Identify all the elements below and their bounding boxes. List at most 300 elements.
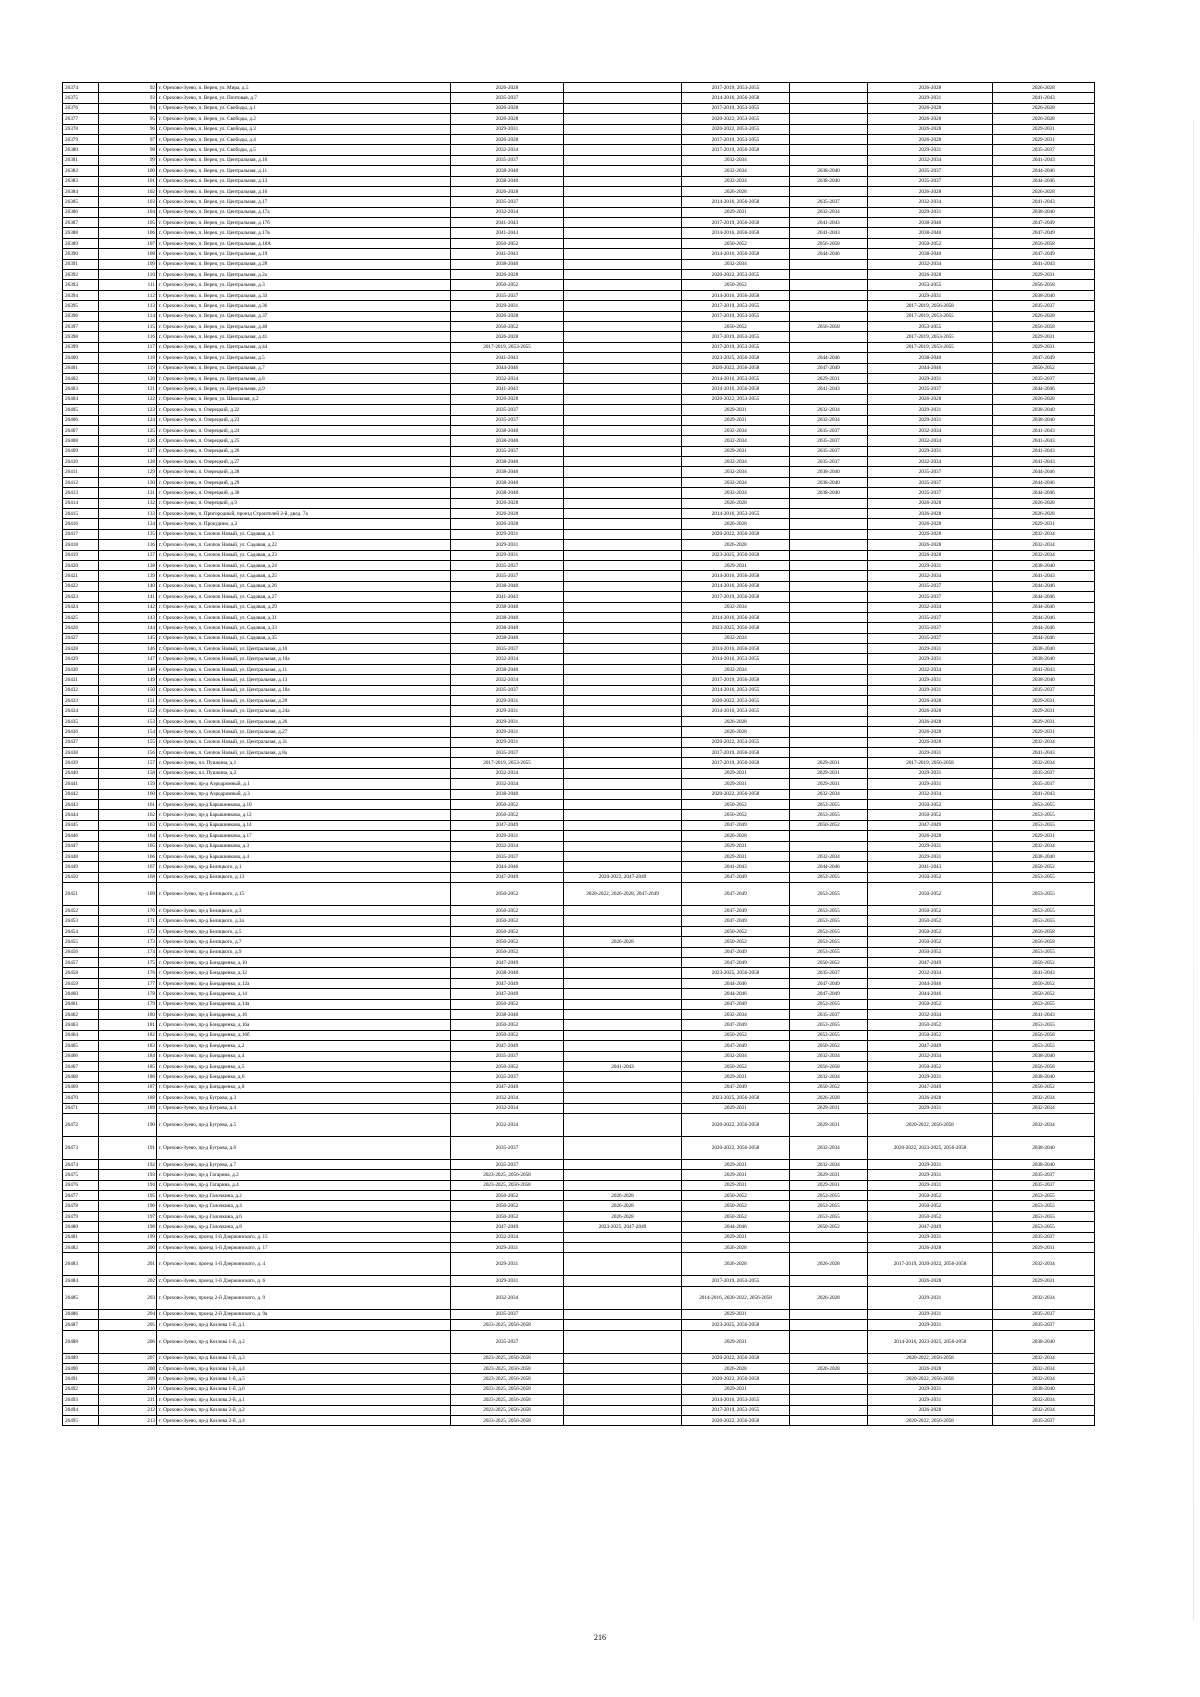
period-d-cell: 2032-2034 (790, 1159, 868, 1169)
address-cell: г. Орехово-Зуево, пр-д Бугрова, д.6 (157, 1136, 451, 1159)
period-e-cell: 2032-2034 (868, 602, 993, 612)
period-a-cell: 2029-2031 (451, 1243, 564, 1253)
period-b-cell (564, 1072, 682, 1082)
period-d-cell: 2050-2052 (790, 820, 868, 830)
row-id: 26435 (63, 716, 99, 726)
period-d-cell (790, 519, 868, 529)
table-row (63, 706, 1095, 716)
period-a-cell: 2035-2037 (451, 644, 564, 654)
table-row (63, 664, 1095, 674)
period-d-cell (790, 633, 868, 643)
table-row (63, 1113, 1095, 1136)
period-e-cell: 2029-2031 (868, 1232, 993, 1242)
row-number: 170 (99, 906, 157, 916)
table-row (63, 989, 1095, 999)
row-id: 26444 (63, 810, 99, 820)
period-e-cell: 2026-2028 (868, 550, 993, 560)
row-number: 168 (99, 872, 157, 882)
period-c-cell: 2026-2028 (682, 540, 790, 550)
table-row (63, 612, 1095, 622)
table-row (63, 851, 1095, 861)
address-cell: г. Орехово-Зуево, п. Снопок Новый, ул. Центральная, д.18а (157, 685, 451, 695)
row-number: 100 (99, 166, 157, 176)
period-d-cell (790, 1330, 868, 1353)
period-d-cell: 2026-2028 (790, 1253, 868, 1276)
period-f-cell: 2026-2028 (993, 498, 1095, 508)
period-e-cell: 2026-2028 (868, 134, 993, 144)
period-b-cell (564, 1170, 682, 1180)
period-f-cell: 2041-2043 (993, 259, 1095, 269)
row-number: 211 (99, 1395, 157, 1405)
period-e-cell: 2032-2034 (868, 155, 993, 165)
period-e-cell: 2038-2040 (868, 218, 993, 228)
period-d-cell: 2050-2052 (790, 1222, 868, 1232)
address-cell: г. Орехово-Зуево, п. Снопок Новый, ул. Центральная, д.31 (157, 737, 451, 747)
period-a-cell: 2035-2037 (451, 446, 564, 456)
table-row (63, 1353, 1095, 1363)
table-row (63, 166, 1095, 176)
period-a-cell: 2047-2049 (451, 1082, 564, 1092)
row-number: 174 (99, 947, 157, 957)
address-cell: г. Орехово-Зуево, пр-д Козлова 1-й, д.3 (157, 1353, 451, 1363)
row-number: 112 (99, 290, 157, 300)
period-b-cell (564, 498, 682, 508)
table-row (63, 1309, 1095, 1319)
period-a-cell: 2035-2037 (451, 415, 564, 425)
period-e-cell: 2032-2034 (868, 1009, 993, 1019)
table-row (63, 1286, 1095, 1309)
period-e-cell: 2044-2046 (868, 363, 993, 373)
row-number: 113 (99, 301, 157, 311)
period-a-cell: 2035-2037 (451, 571, 564, 581)
row-number: 190 (99, 1113, 157, 1136)
period-d-cell (790, 1353, 868, 1363)
address-cell: г. Орехово-Зуево, пр-д Козлова 1-й, д.2 (157, 1330, 451, 1353)
period-e-cell: 2029-2031 (868, 779, 993, 789)
row-id: 26409 (63, 446, 99, 456)
row-number: 92 (99, 83, 157, 93)
table-row (63, 353, 1095, 363)
period-e-cell: 2029-2031 (868, 1170, 993, 1180)
period-f-cell: 2029-2031 (993, 716, 1095, 726)
period-a-cell: 2038-2040 (451, 633, 564, 643)
period-c-cell: 2014-2016, 2053-2055 (682, 685, 790, 695)
period-e-cell: 2029-2031 (868, 1072, 993, 1082)
address-cell: г. Орехово-Зуево, проезд 1-й Дзержинского, д. 17 (157, 1243, 451, 1253)
period-e-cell: 2026-2028 (868, 831, 993, 841)
row-number: 163 (99, 820, 157, 830)
period-e-cell: 2050-2052 (868, 872, 993, 882)
row-id: 26449 (63, 862, 99, 872)
address-cell: г. Орехово-Зуево, п. Верея, ул. Свободы, д.1 (157, 103, 451, 113)
period-f-cell: 2044-2046 (993, 592, 1095, 602)
period-c-cell: 2017-2019, 2053-2055 (682, 301, 790, 311)
period-f-cell: 2041-2043 (993, 1009, 1095, 1019)
period-f-cell: 2041-2043 (993, 789, 1095, 799)
period-d-cell (790, 831, 868, 841)
row-number: 141 (99, 592, 157, 602)
period-b-cell (564, 301, 682, 311)
period-f-cell: 2053-2055 (993, 1191, 1095, 1201)
period-e-cell: 2050-2052 (868, 1061, 993, 1071)
row-number: 193 (99, 1170, 157, 1180)
row-number: 111 (99, 280, 157, 290)
period-f-cell: 2053-2055 (993, 906, 1095, 916)
row-id: 26395 (63, 301, 99, 311)
row-number: 135 (99, 529, 157, 539)
period-c-cell: 2026-2028 (682, 1253, 790, 1276)
period-b-cell (564, 560, 682, 570)
period-d-cell: 2053-2055 (790, 926, 868, 936)
period-d-cell (790, 134, 868, 144)
period-b-cell (564, 207, 682, 217)
address-cell: г. Орехово-Зуево, пр-д Бондаренко, д.14 (157, 989, 451, 999)
row-number: 144 (99, 623, 157, 633)
address-cell: г. Орехово-Зуево, п. Верея, ул. Центральная, д.33 (157, 290, 451, 300)
address-cell: г. Орехово-Зуево, пр-д Козлова 1-й, д.1 (157, 1320, 451, 1330)
table-row (63, 457, 1095, 467)
row-id: 26458 (63, 968, 99, 978)
table-row (63, 1232, 1095, 1242)
address-cell: г. Орехово-Зуево, пр-д Козлова 2-й, д.1 (157, 1395, 451, 1405)
row-number: 109 (99, 259, 157, 269)
period-e-cell: 2026-2028 (868, 394, 993, 404)
period-b-cell (564, 1103, 682, 1113)
table-row (63, 1405, 1095, 1415)
row-number: 189 (99, 1103, 157, 1113)
period-f-cell: 2032-2034 (993, 1093, 1095, 1103)
table-row (63, 872, 1095, 882)
period-f-cell: 2044-2046 (993, 166, 1095, 176)
period-b-cell (564, 1082, 682, 1092)
repair-schedule-table (62, 82, 1095, 1426)
table-row (63, 758, 1095, 768)
period-c-cell: 2020-2022, 2056-2058 (682, 1415, 790, 1425)
period-a-cell: 2050-2052 (451, 937, 564, 947)
table-row (63, 696, 1095, 706)
period-a-cell: 2032-2034 (451, 675, 564, 685)
period-a-cell: 2023-2025, 2056-2058 (451, 1320, 564, 1330)
row-id: 26437 (63, 737, 99, 747)
period-d-cell: 2050-2052 (790, 1041, 868, 1051)
address-cell: г. Орехово-Зуево, проезд 2-й Дзержинского, д. 9а (157, 1309, 451, 1319)
period-c-cell: 2017-2019, 2056-2058 (682, 145, 790, 155)
address-cell: г. Орехово-Зуево, пр-д Барышникова, д.4 (157, 851, 451, 861)
period-f-cell: 2041-2043 (993, 571, 1095, 581)
address-cell: г. Орехово-Зуево, п. Озерецкий, д.29 (157, 477, 451, 487)
row-number: 123 (99, 405, 157, 415)
address-cell: г. Орехово-Зуево, п. Снопок Новый, ул. Центральная, д.24а (157, 706, 451, 716)
row-id: 26488 (63, 1330, 99, 1353)
row-number: 205 (99, 1320, 157, 1330)
row-number: 195 (99, 1191, 157, 1201)
period-e-cell: 2032-2034 (868, 457, 993, 467)
address-cell: г. Орехово-Зуево, п. Снопок Новый, ул. Садовая, д.24 (157, 560, 451, 570)
row-number: 131 (99, 488, 157, 498)
period-c-cell: 2014-2016, 2053-2055 (682, 373, 790, 383)
period-c-cell: 2014-2016, 2053-2055 (682, 1395, 790, 1405)
period-d-cell (790, 290, 868, 300)
row-id: 26495 (63, 1415, 99, 1425)
address-cell: г. Орехово-Зуево, п. Озерецкий, д.24 (157, 425, 451, 435)
row-id: 26401 (63, 363, 99, 373)
period-d-cell (790, 560, 868, 570)
period-a-cell: 2041-2043 (451, 249, 564, 259)
period-a-cell: 2026-2028 (451, 394, 564, 404)
period-b-cell (564, 947, 682, 957)
period-c-cell: 2032-2034 (682, 1009, 790, 1019)
period-a-cell: 2035-2037 (451, 1136, 564, 1159)
row-id: 26438 (63, 748, 99, 758)
table-row (63, 592, 1095, 602)
period-f-cell: 2041-2043 (993, 446, 1095, 456)
table-row (63, 529, 1095, 539)
period-d-cell (790, 685, 868, 695)
scan-edge-shadow (1193, 120, 1194, 1620)
period-d-cell (790, 716, 868, 726)
period-d-cell: 2053-2055 (790, 1191, 868, 1201)
period-d-cell: 2047-2049 (790, 989, 868, 999)
row-id: 26423 (63, 592, 99, 602)
period-c-cell: 2050-2052 (682, 1030, 790, 1040)
address-cell: г. Орехово-Зуево, пр-д Барышникова, д.12 (157, 810, 451, 820)
address-cell: г. Орехово-Зуево, пр-д Белицкого, д.9 (157, 947, 451, 957)
period-e-cell: 2026-2028 (868, 83, 993, 93)
period-b-cell (564, 623, 682, 633)
period-e-cell: 2029-2031 (868, 1384, 993, 1394)
table-row (63, 1330, 1095, 1353)
table-row (63, 124, 1095, 134)
period-c-cell: 2050-2052 (682, 1211, 790, 1221)
period-d-cell: 2047-2049 (790, 363, 868, 373)
address-cell: г. Орехово-Зуево, п. Снопок Новый, ул. Садовая, д.29 (157, 602, 451, 612)
row-number: 171 (99, 916, 157, 926)
row-id: 26471 (63, 1103, 99, 1113)
period-d-cell (790, 1309, 868, 1319)
table-row (63, 623, 1095, 633)
period-d-cell (790, 155, 868, 165)
period-a-cell: 2047-2049 (451, 1041, 564, 1051)
period-e-cell: 2035-2037 (868, 384, 993, 394)
period-a-cell: 2050-2052 (451, 1061, 564, 1071)
period-c-cell: 2029-2031 (682, 1159, 790, 1169)
period-f-cell: 2044-2046 (993, 477, 1095, 487)
row-number: 164 (99, 831, 157, 841)
period-e-cell: 2029-2031 (868, 1309, 993, 1319)
period-b-cell (564, 1232, 682, 1242)
row-number: 117 (99, 342, 157, 352)
period-c-cell: 2014-2016, 2056-2058 (682, 290, 790, 300)
period-f-cell: 2050-2052 (993, 862, 1095, 872)
period-c-cell: 2017-2019, 2056-2058 (682, 218, 790, 228)
period-a-cell: 2038-2040 (451, 664, 564, 674)
period-c-cell: 2020-2022, 2053-2055 (682, 394, 790, 404)
row-id: 26392 (63, 270, 99, 280)
period-c-cell: 2017-2019, 2053-2055 (682, 311, 790, 321)
period-a-cell: 2047-2049 (451, 820, 564, 830)
period-e-cell: 2014-2016, 2023-2025, 2056-2058 (868, 1330, 993, 1353)
period-c-cell: 2032-2034 (682, 425, 790, 435)
period-c-cell: 2047-2049 (682, 958, 790, 968)
period-d-cell (790, 1384, 868, 1394)
period-f-cell: 2047-2049 (993, 353, 1095, 363)
period-f-cell: 2053-2055 (993, 820, 1095, 830)
period-b-cell (564, 1030, 682, 1040)
period-a-cell: 2038-2040 (451, 259, 564, 269)
row-number: 107 (99, 238, 157, 248)
period-e-cell: 2020-2022, 2023-2025, 2056-2058 (868, 1136, 993, 1159)
period-b-cell (564, 1320, 682, 1330)
row-id: 26448 (63, 851, 99, 861)
period-d-cell (790, 654, 868, 664)
row-id: 26470 (63, 1093, 99, 1103)
period-b-cell (564, 93, 682, 103)
table-row (63, 1320, 1095, 1330)
row-id: 26457 (63, 958, 99, 968)
period-b-cell (564, 978, 682, 988)
row-id: 26374 (63, 83, 99, 93)
row-id: 26469 (63, 1082, 99, 1092)
address-cell: г. Орехово-Зуево, п. Снопок Новый, ул. Садовая, д.27 (157, 592, 451, 602)
row-number: 128 (99, 457, 157, 467)
row-id: 26389 (63, 238, 99, 248)
address-cell: г. Орехово-Зуево, п. Верея, ул. Свободы, д.2 (157, 114, 451, 124)
period-d-cell (790, 1232, 868, 1242)
period-e-cell: 2038-2040 (868, 353, 993, 363)
period-c-cell: 2020-2022, 2056-2058 (682, 1136, 790, 1159)
row-id: 26453 (63, 916, 99, 926)
period-d-cell: 2029-2031 (790, 1103, 868, 1113)
period-d-cell: 2044-2046 (790, 249, 868, 259)
row-id: 26419 (63, 550, 99, 560)
table-row (63, 155, 1095, 165)
row-number: 212 (99, 1405, 157, 1415)
row-number: 201 (99, 1253, 157, 1276)
period-c-cell: 2029-2031 (682, 415, 790, 425)
row-id: 26456 (63, 947, 99, 957)
address-cell: г. Орехово-Зуево, пр-д Козлова 1-й, д.5 (157, 1374, 451, 1384)
period-e-cell: 2029-2031 (868, 446, 993, 456)
period-f-cell: 2035-2037 (993, 1180, 1095, 1190)
period-d-cell: 2053-2055 (790, 937, 868, 947)
period-d-cell (790, 145, 868, 155)
table-row (63, 779, 1095, 789)
table-row (63, 259, 1095, 269)
period-e-cell: 2050-2052 (868, 947, 993, 957)
period-f-cell: 2029-2031 (993, 1243, 1095, 1253)
period-b-cell (564, 373, 682, 383)
period-c-cell: 2029-2031 (682, 841, 790, 851)
table-row (63, 937, 1095, 947)
period-c-cell: 2029-2031 (682, 1180, 790, 1190)
table-row (63, 488, 1095, 498)
row-id: 26436 (63, 727, 99, 737)
period-d-cell (790, 301, 868, 311)
period-e-cell: 2026-2028 (868, 727, 993, 737)
period-a-cell: 2038-2040 (451, 166, 564, 176)
period-b-cell (564, 1415, 682, 1425)
row-number: 142 (99, 602, 157, 612)
row-number: 108 (99, 249, 157, 259)
period-a-cell: 2026-2028 (451, 332, 564, 342)
period-b-cell (564, 405, 682, 415)
table-row (63, 1082, 1095, 1092)
period-d-cell: 2035-2037 (790, 446, 868, 456)
period-f-cell: 2032-2034 (993, 841, 1095, 851)
row-id: 26412 (63, 477, 99, 487)
period-b-cell (564, 519, 682, 529)
period-c-cell: 2032-2034 (682, 488, 790, 498)
period-b-cell (564, 457, 682, 467)
period-c-cell: 2047-2049 (682, 916, 790, 926)
address-cell: г. Орехово-Зуево, пр-д Козлова 2-й, д.4 (157, 1415, 451, 1425)
period-e-cell: 2035-2037 (868, 467, 993, 477)
period-e-cell: 2029-2031 (868, 644, 993, 654)
row-number: 139 (99, 571, 157, 581)
row-number: 103 (99, 197, 157, 207)
period-f-cell: 2041-2043 (993, 93, 1095, 103)
address-cell: г. Орехово-Зуево, пл. Пушкина, д.2 (157, 768, 451, 778)
row-number: 124 (99, 415, 157, 425)
period-d-cell (790, 737, 868, 747)
period-a-cell: 2023-2025, 2056-2058 (451, 1374, 564, 1384)
table-row (63, 810, 1095, 820)
period-d-cell: 2032-2034 (790, 1051, 868, 1061)
address-cell: г. Орехово-Зуево, п. Верея, ул. Центральная, д.17 (157, 197, 451, 207)
period-b-cell (564, 1353, 682, 1363)
period-a-cell: 2023-2025, 2056-2058 (451, 1395, 564, 1405)
table-row (63, 685, 1095, 695)
row-number: 175 (99, 958, 157, 968)
period-a-cell: 2032-2034 (451, 1113, 564, 1136)
period-d-cell: 2050-2052 (790, 958, 868, 968)
period-a-cell: 2035-2037 (451, 560, 564, 570)
table-row (63, 999, 1095, 1009)
address-cell: г. Орехово-Зуево, пр-д Бондаренко, д.6 (157, 1072, 451, 1082)
row-number: 116 (99, 332, 157, 342)
period-f-cell: 2047-2049 (993, 228, 1095, 238)
period-a-cell: 2032-2034 (451, 1103, 564, 1113)
row-number: 162 (99, 810, 157, 820)
period-e-cell: 2038-2040 (868, 228, 993, 238)
address-cell: г. Орехово-Зуево, п. Озерецкий, д.27 (157, 457, 451, 467)
period-f-cell: 2041-2043 (993, 197, 1095, 207)
period-a-cell: 2026-2028 (451, 509, 564, 519)
period-a-cell: 2038-2040 (451, 436, 564, 446)
row-id: 26455 (63, 937, 99, 947)
period-e-cell: 2026-2028 (868, 519, 993, 529)
period-d-cell: 2038-2040 (790, 488, 868, 498)
period-b-cell (564, 999, 682, 1009)
period-f-cell: 2032-2034 (993, 1103, 1095, 1113)
period-c-cell: 2020-2022, 2056-2058 (682, 789, 790, 799)
period-c-cell: 2017-2019, 2053-2055 (682, 342, 790, 352)
period-d-cell (790, 270, 868, 280)
row-id: 26443 (63, 799, 99, 809)
period-c-cell: 2020-2022, 2053-2055 (682, 737, 790, 747)
table-row (63, 332, 1095, 342)
address-cell: г. Орехово-Зуево, пр-д Белицкого, д.15 (157, 883, 451, 906)
period-a-cell: 2032-2034 (451, 1286, 564, 1309)
period-f-cell: 2038-2040 (993, 1136, 1095, 1159)
period-e-cell: 2035-2037 (868, 592, 993, 602)
row-number: 165 (99, 841, 157, 851)
period-c-cell: 2023-2025, 2056-2058 (682, 1093, 790, 1103)
address-cell: г. Орехово-Зуево, пр-д Галочкина, д.6 (157, 1211, 451, 1221)
address-cell: г. Орехово-Зуево, п. Озерецкий, д.30 (157, 488, 451, 498)
period-c-cell: 2044-2046 (682, 1222, 790, 1232)
period-a-cell: 2035-2037 (451, 290, 564, 300)
